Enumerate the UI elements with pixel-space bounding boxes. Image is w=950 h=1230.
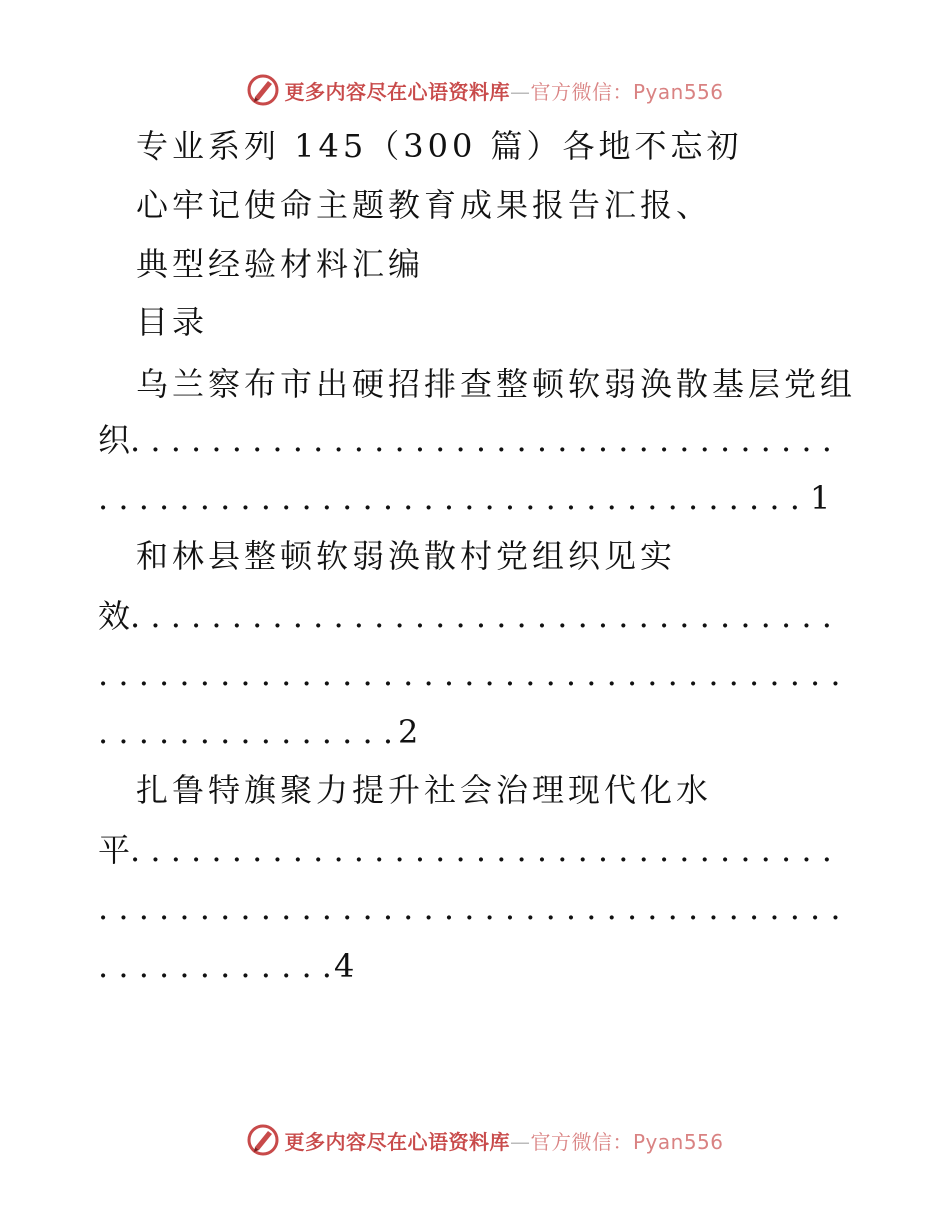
toc-entry-3-title: 扎鲁特旗聚力提升社会治理现代化水 bbox=[136, 771, 713, 809]
toc-entry-2-page: 2 bbox=[398, 713, 419, 751]
toc-entry-1-title: 乌兰察布市出硬招排查整顿软弱涣散基层党组 bbox=[136, 365, 857, 403]
header-watermark bbox=[0, 70, 950, 110]
toc-entry-3-leader-2 bbox=[98, 888, 840, 928]
toc-entry-1-leader bbox=[130, 420, 842, 460]
toc-entry-1-page: 1 bbox=[810, 479, 831, 517]
toc-entry-2-leader-2 bbox=[98, 654, 840, 694]
footer-watermark bbox=[0, 1120, 950, 1160]
pen-logo-icon bbox=[246, 1123, 280, 1157]
toc-heading: 目录 bbox=[136, 303, 209, 341]
toc-entry-1-leader-2 bbox=[98, 478, 840, 518]
toc-entry-3-page: 4 bbox=[334, 947, 355, 985]
toc-entry-2-leader-3 bbox=[98, 712, 840, 752]
doc-title-line-3: 典型经验材料汇编 bbox=[136, 245, 425, 283]
toc-entry-2-title: 和林县整顿软弱涣散村党组织见实 bbox=[136, 537, 677, 575]
doc-title-line-1: 专业系列 145（300 篇）各地不忘初 bbox=[136, 127, 743, 165]
toc-entry-1-title-lead: 织 bbox=[98, 421, 135, 459]
toc-entry-3-leader-3 bbox=[98, 946, 840, 986]
watermark-text: 更多内容尽在心语资料库—官方微信：Pyan556 bbox=[284, 79, 724, 104]
watermark-text: 更多内容尽在心语资料库—官方微信：Pyan556 bbox=[284, 1129, 724, 1154]
toc-entry-2-title-lead: 效 bbox=[98, 597, 135, 635]
toc-entry-2-leader bbox=[130, 596, 842, 636]
toc-entry-3-leader bbox=[130, 830, 842, 870]
pen-logo-icon bbox=[246, 73, 280, 107]
doc-title-line-2: 心牢记使命主题教育成果报告汇报、 bbox=[136, 186, 713, 224]
toc-entry-3-title-lead: 平 bbox=[98, 831, 135, 869]
